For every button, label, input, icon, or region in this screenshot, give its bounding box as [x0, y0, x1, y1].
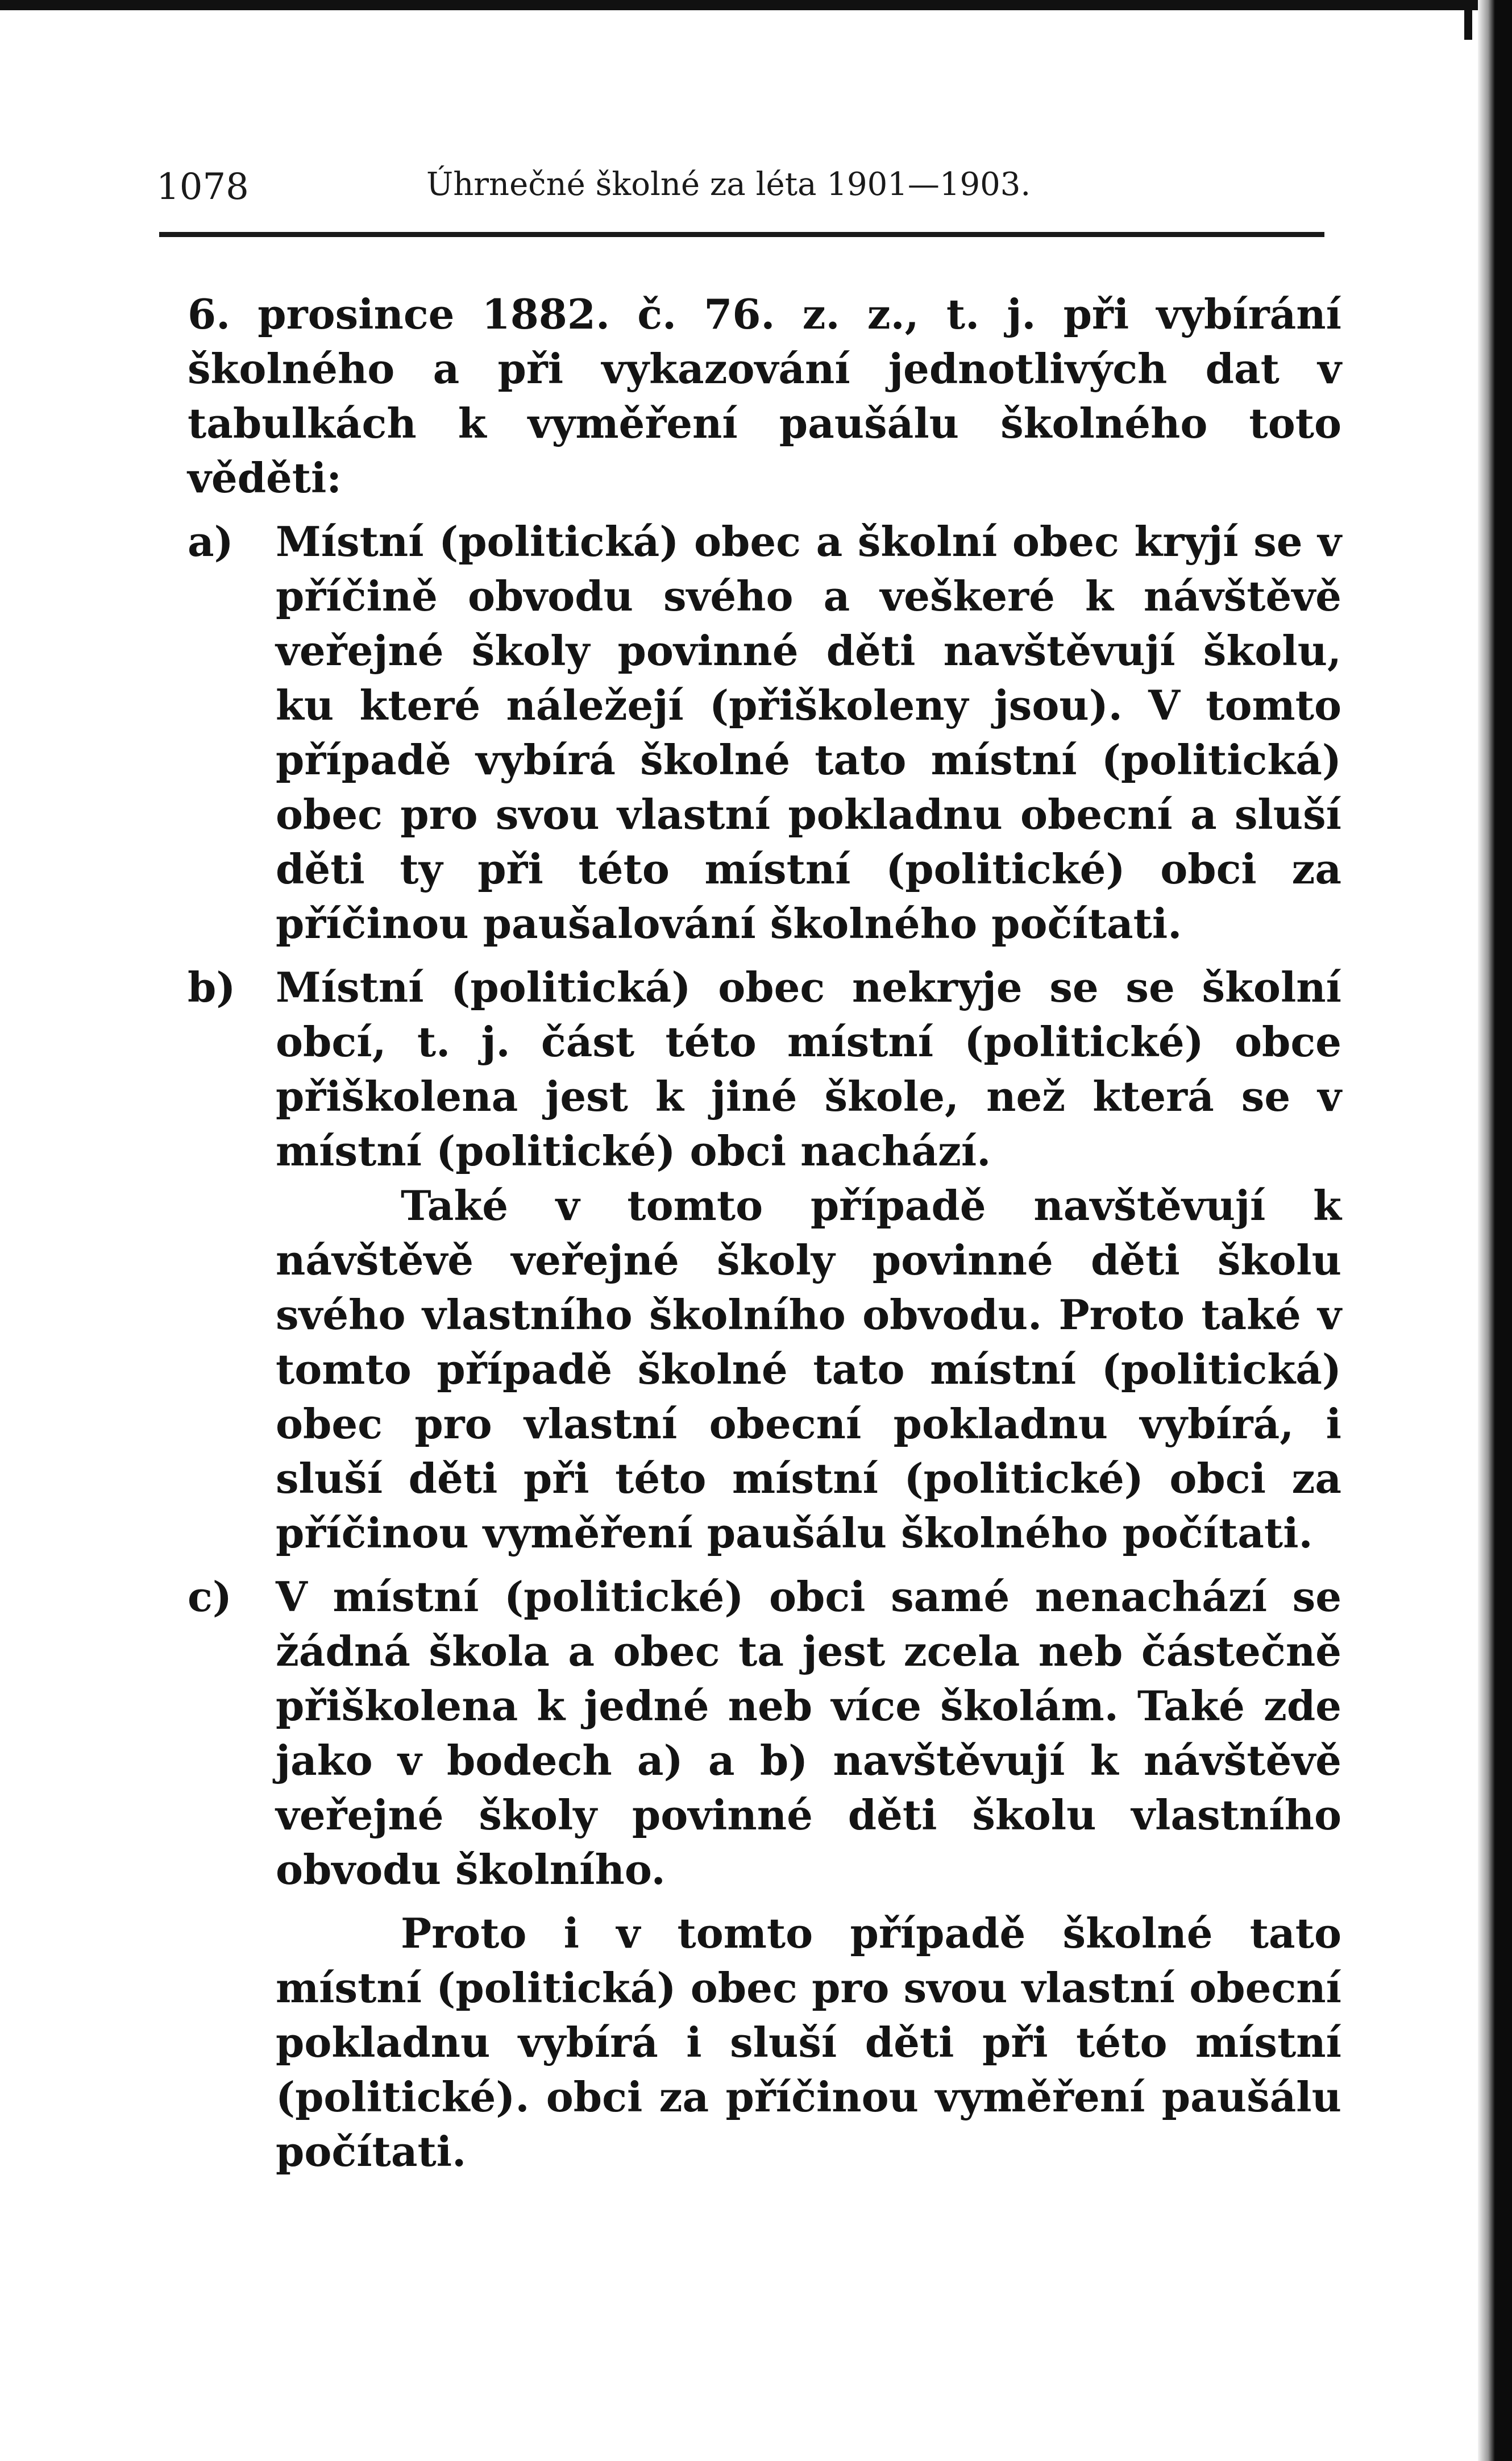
item-b-paragraph-1: Místní (politická) obec nekryje se se školní obcí, t. j. část této místní (politické) obce přiškolena jest k jiné škole, než která se v místní (politické) obci nachází.: [276, 963, 1341, 1175]
item-b-paragraph-2: Také v tomto případě navštěvují k návštěvě veřejné školy povinné děti školu svého vlastního školního obvodu. Proto také v tomto případě školné tato místní (politická) obec pro vlastní obecní pokladnu vybírá, i sluší děti při této místní (politické) obci za příčinou vyměření paušálu školného počítati.: [276, 1181, 1341, 1557]
list-item-a: [188, 514, 1341, 951]
item-label-c: c): [188, 1572, 232, 1621]
running-head: [145, 153, 1322, 208]
page-number: 1078: [156, 166, 249, 208]
running-title: Úhrnečné školné za léta 1901—1903.: [426, 166, 1031, 203]
body-text: [188, 287, 1341, 2179]
header-rule: [159, 232, 1324, 237]
item-c-paragraph-2: Proto i v tomto případě školné tato místní (politická) obec pro svou vlastní obecní pokladnu vybírá i sluší děti při této místní (politické). obci za příčinou vyměření paušálu počítati.: [276, 1909, 1341, 2176]
list-item-c: [188, 1570, 1341, 2179]
scan-edge-mark: [1464, 0, 1472, 40]
item-c-paragraph-1: V místní (politické) obci samé nenachází se žádná škola a obec ta jest zcela neb částečně přiškolena k jedné neb více školám. Také zde jako v bodech a) a b) navštěvují k návštěvě veřejné školy povinné děti školu vlastního obvodu školního.: [276, 1572, 1341, 1894]
list-item-b: [188, 960, 1341, 1561]
item-label-a: a): [188, 517, 234, 566]
intro-paragraph: 6. prosince 1882. č. 76. z. z., t. j. při vybírání školného a při vykazování jednotlivých dat v tabulkách k vyměření paušálu školného toto věděti:: [188, 290, 1341, 502]
item-a-paragraph-1: Místní (politická) obec a školní obec kryjí se v příčině obvodu svého a veškeré k návštěvě veřejné školy povinné děti navštěvují školu, ku které náležejí (přiškoleny jsou). V tomto případě vybírá školné tato místní (politická) obec pro svou vlastní pokladnu obecní a sluší děti ty při této místní (politické) obci za příčinou paušalování školného počítati.: [276, 517, 1341, 948]
scan-edge-right: [1478, 0, 1512, 2461]
item-label-b: b): [188, 963, 236, 1011]
scan-edge-top: [0, 0, 1512, 10]
